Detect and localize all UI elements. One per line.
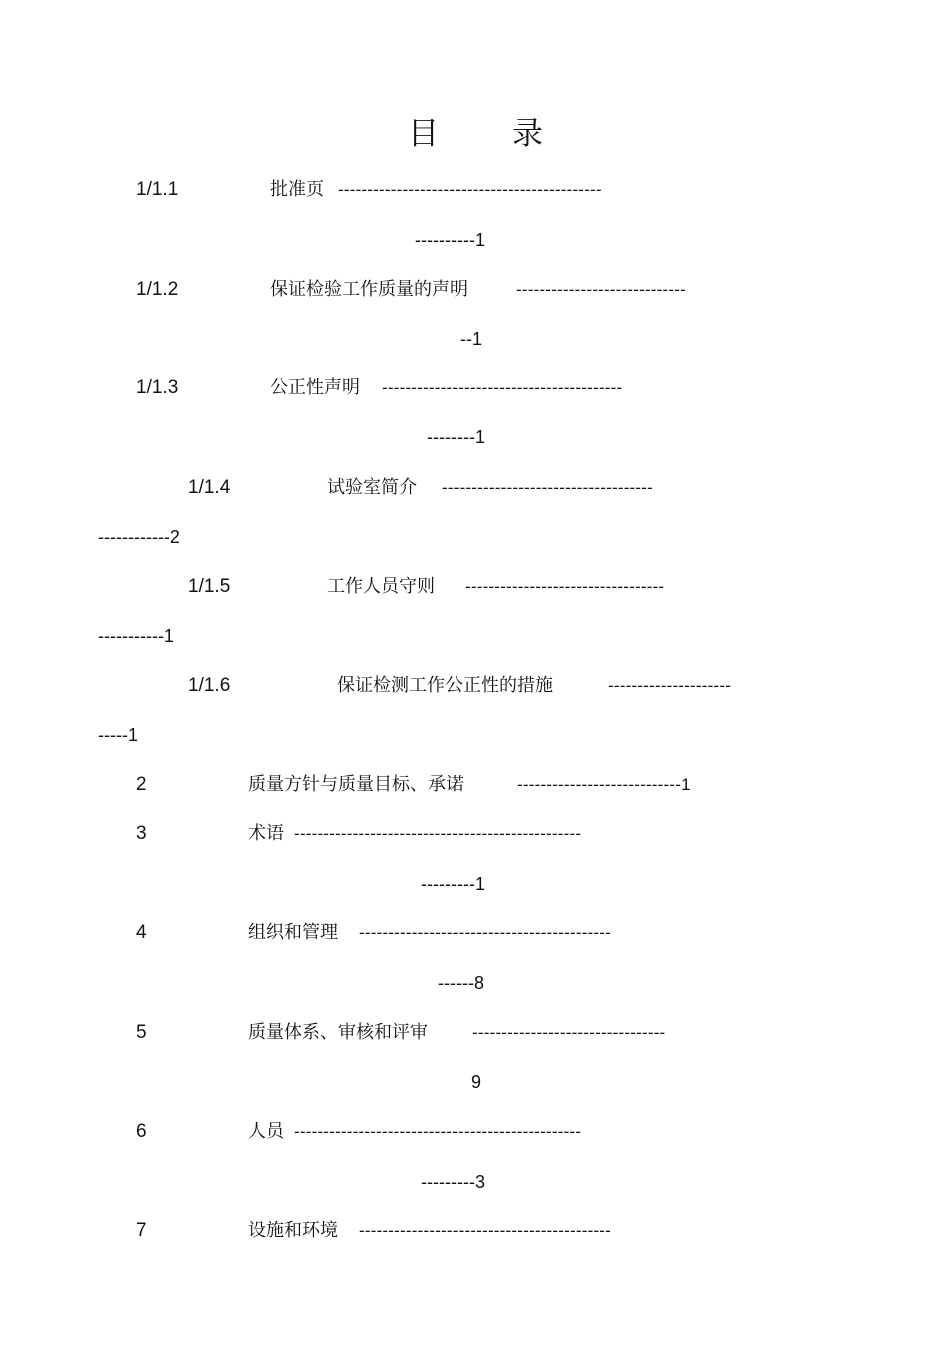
toc-entry <box>0 277 950 303</box>
toc-entry <box>0 1218 950 1244</box>
toc-entry-leader: --------------------------------- <box>472 1023 666 1042</box>
toc-entry <box>0 574 950 600</box>
toc-entry-continuation: --------1 <box>427 427 485 447</box>
toc-entry-leader: ------------------------------------------------- <box>294 824 582 843</box>
toc-entry-label: 质量体系、审核和评审 <box>248 1022 428 1043</box>
toc-entry <box>0 920 950 946</box>
toc-entry-label: 工作人员守则 <box>327 576 435 597</box>
toc-entry-number: 4 <box>136 922 147 943</box>
toc-entry-number: 1/1.2 <box>136 279 179 300</box>
toc-entry <box>0 375 950 401</box>
toc-entry-continuation: 9 <box>471 1072 482 1092</box>
toc-entry-number: 1/1.6 <box>188 675 231 696</box>
toc-entry <box>0 772 950 798</box>
toc-entry-number: 1/1.4 <box>188 477 231 498</box>
toc-entry-label: 保证检验工作质量的声明 <box>270 279 468 300</box>
toc-entry-leader: ----------------------------- <box>516 280 686 299</box>
toc-entry-number: 3 <box>136 823 147 844</box>
toc-entry-continuation: -----1 <box>98 725 138 745</box>
toc-entry-number: 1/1.5 <box>188 576 231 597</box>
toc-entry-number: 5 <box>136 1022 147 1043</box>
toc-entry-number: 6 <box>136 1121 147 1142</box>
toc-entry-label: 设施和环境 <box>248 1220 338 1241</box>
toc-entry <box>0 177 950 203</box>
toc-title-char-1: 目 <box>408 116 439 152</box>
toc-entry-continuation: -----------1 <box>98 626 174 646</box>
toc-entry-leader: ------------------------------------ <box>442 478 654 497</box>
toc-entry-leader: --------------------------------------------- <box>338 180 602 199</box>
toc-entry-leader: ------------------------------------------------- <box>294 1122 582 1141</box>
toc-entry-continuation: ---------3 <box>421 1172 485 1192</box>
toc-entry-label: 试验室简介 <box>327 477 417 498</box>
toc-entry-label: 组织和管理 <box>248 922 338 943</box>
toc-entry-number: 1/1.1 <box>136 179 179 200</box>
toc-entry <box>0 475 950 501</box>
toc-entry-leader: ----------------------------1 <box>517 775 691 794</box>
toc-entry-leader: ------------------------------------------- <box>359 1221 612 1240</box>
toc-entry-label: 保证检测工作公正性的措施 <box>337 675 553 696</box>
toc-entry-leader: ---------------------------------- <box>465 577 665 596</box>
toc-entry-continuation: ----------1 <box>415 230 485 250</box>
toc-entry <box>0 821 950 847</box>
toc-entry <box>0 1020 950 1046</box>
toc-entry-label: 质量方针与质量目标、承诺 <box>248 774 464 795</box>
toc-entry-continuation: --1 <box>460 329 482 349</box>
toc-entry <box>0 673 950 699</box>
toc-entry-number: 2 <box>136 774 147 795</box>
toc-entry <box>0 1119 950 1145</box>
toc-entry-leader: ----------------------------------------- <box>382 378 623 397</box>
toc-entry-number: 7 <box>136 1220 147 1241</box>
toc-title <box>0 112 950 156</box>
toc-title-char-2: 录 <box>512 116 543 152</box>
toc-entry-continuation: ---------1 <box>421 874 485 894</box>
toc-entry-continuation: ------8 <box>438 973 484 993</box>
toc-entry-label: 批准页 <box>270 179 324 200</box>
toc-entry-label: 术语 <box>248 823 284 844</box>
toc-entry-leader: --------------------- <box>608 676 732 695</box>
toc-entry-continuation: ------------2 <box>98 527 180 547</box>
toc-entry-label: 人员 <box>248 1121 284 1142</box>
toc-entry-label: 公正性声明 <box>270 377 360 398</box>
toc-entry-number: 1/1.3 <box>136 377 179 398</box>
toc-entry-leader: ------------------------------------------- <box>359 923 612 942</box>
